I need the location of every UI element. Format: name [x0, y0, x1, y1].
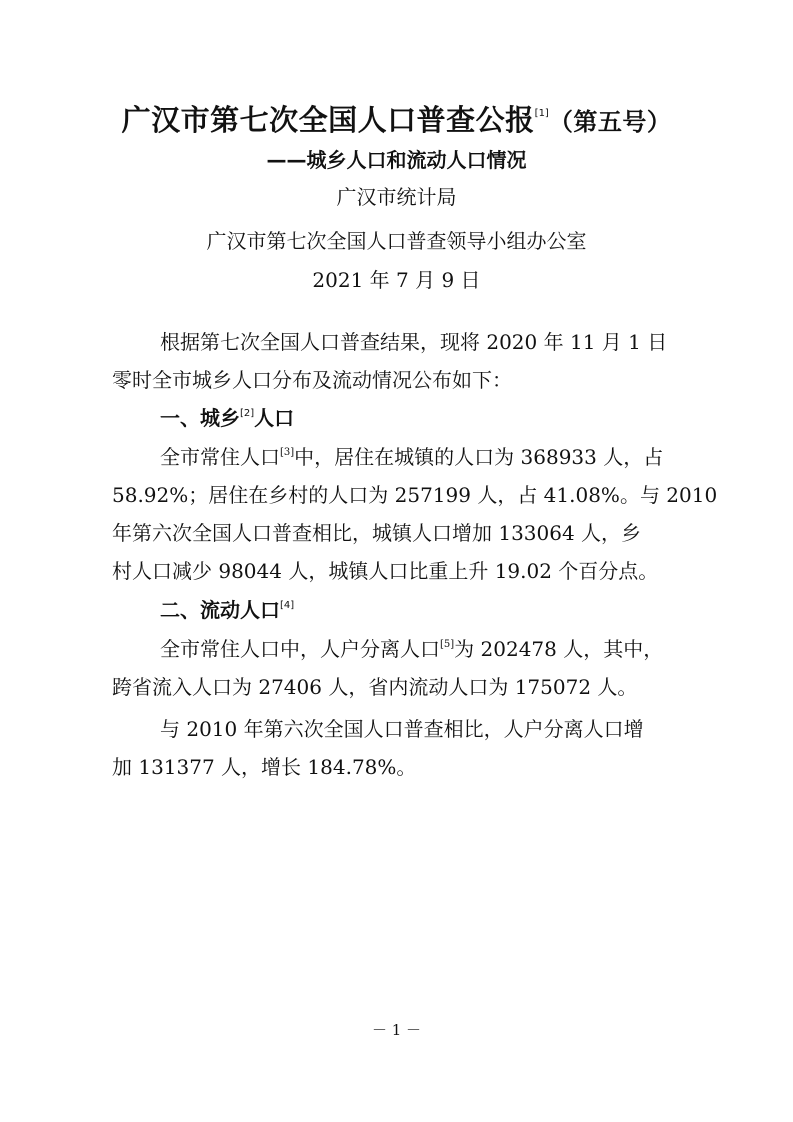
section2-heading-text: 二、流动人口 — [160, 598, 280, 622]
document-subtitle: ——城乡人口和流动人口情况 — [266, 148, 527, 172]
resident-population-footnote-marker: [3] — [280, 447, 295, 458]
intro-line-1: 根据第七次全国人口普查结果，现将 2020 年 11 月 1 日 — [160, 330, 668, 354]
issuer-census-office: 广汉市第七次全国人口普查领导小组办公室 — [206, 229, 587, 253]
section1-footnote-marker: [2] — [240, 408, 255, 419]
issuer-statistics-bureau: 广汉市统计局 — [336, 185, 457, 209]
floating-population-paragraph — [112, 630, 687, 706]
floating-line-1 — [112, 630, 687, 668]
section-heading-floating-population — [160, 591, 294, 629]
urban-rural-line-1 — [112, 438, 687, 476]
comparison-paragraph — [112, 710, 687, 786]
floating-line-2: 跨省流入人口为 27406 人，省内流动人口为 175072 人。 — [112, 675, 638, 699]
comparison-line-1: 与 2010 年第六次全国人口普查相比，人户分离人口增 — [160, 717, 644, 741]
urban-rural-paragraph — [112, 438, 718, 590]
floating-line-1-end: 为 202478 人，其中， — [454, 637, 664, 661]
urban-rural-line-1-end: 中，居住在城镇的人口为 368933 人，占 — [294, 445, 664, 469]
section-heading-urban-rural — [160, 399, 294, 437]
section2-footnote-marker: [4] — [280, 600, 295, 611]
urban-rural-line-2: 58.92%；居住在乡村的人口为 257199 人，占 41.08%。与 2010 — [112, 483, 718, 507]
floating-line-1-start: 全市常住人口中，人户分离人口 — [160, 637, 440, 661]
title-issue-number: （第五号） — [548, 108, 672, 136]
comparison-line-2: 加 131377 人，增长 184.78%。 — [112, 755, 417, 779]
urban-rural-line-3: 年第六次全国人口普查相比，城镇人口增加 133064 人，乡 — [112, 521, 642, 545]
page-number: － 1 － — [371, 1021, 422, 1039]
intro-line-2: 零时全市城乡人口分布及流动情况公布如下： — [112, 368, 512, 392]
title-text: 广汉市第七次全国人口普查公报 — [121, 103, 535, 137]
section1-heading-suffix: 人口 — [254, 406, 295, 430]
separated-population-footnote-marker: [5] — [440, 639, 455, 650]
urban-rural-line-4: 村人口减少 98044 人，城镇人口比重上升 19.02 个百分点。 — [112, 559, 659, 583]
issue-date: 2021 年 7 月 9 日 — [312, 268, 481, 292]
section1-heading-text: 一、城乡 — [160, 406, 240, 430]
document-title — [0, 100, 793, 142]
intro-paragraph — [112, 323, 687, 399]
urban-rural-line-1-start: 全市常住人口 — [160, 445, 280, 469]
title-footnote-marker: [1] — [534, 108, 549, 119]
